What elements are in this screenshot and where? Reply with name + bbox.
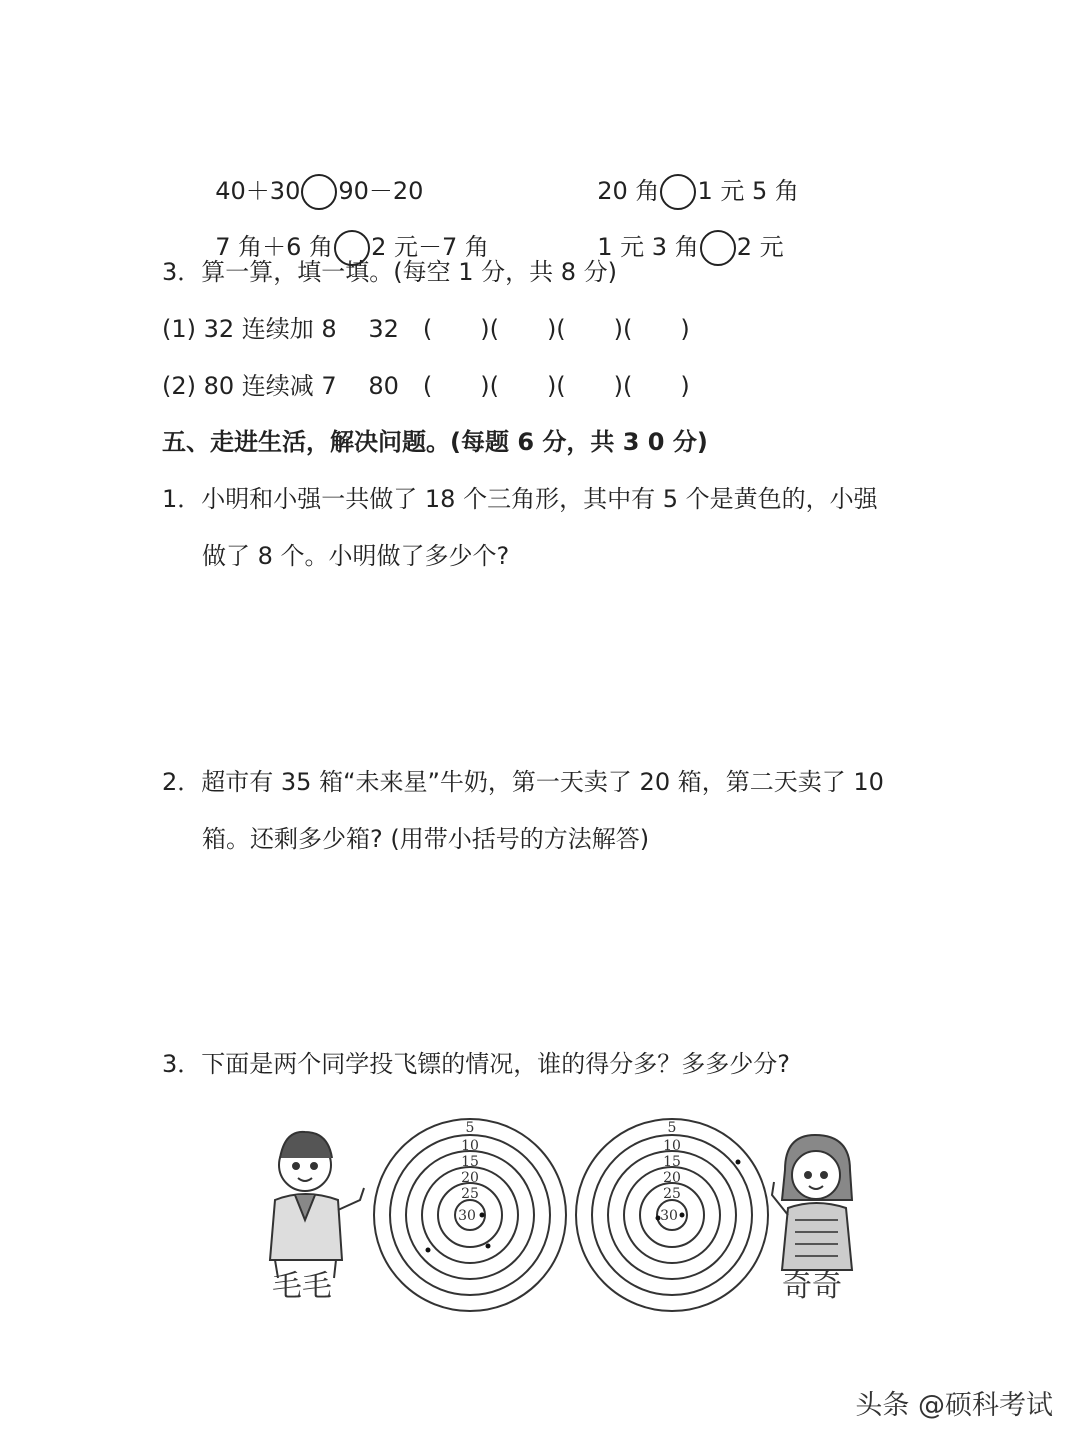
left-ring-label-5: 5 xyxy=(465,1120,475,1136)
left-name: 毛毛 xyxy=(272,1269,332,1304)
compare-blank[interactable] xyxy=(700,230,736,266)
left-ring-label-20: 20 xyxy=(461,1170,479,1186)
girl-illustration xyxy=(772,1135,852,1270)
expr-right: 2 元－7 角 xyxy=(371,233,489,261)
right-ring-label-5: 5 xyxy=(667,1120,677,1136)
expr-left: 7 角＋6 角 xyxy=(215,233,334,261)
prob2-line2: 箱。还剩多少箱? (用带小括号的方法解答) xyxy=(202,825,650,853)
q3-title: 3．算一算，填一填。(每空 1 分，共 8 分) xyxy=(162,258,618,286)
right-ring-label-25: 25 xyxy=(663,1186,681,1202)
right-ring-label-30: 30 xyxy=(660,1208,678,1224)
dartboard-figure xyxy=(260,1100,880,1315)
right-ring-label-20: 20 xyxy=(663,1170,681,1186)
left-ring-label-10: 10 xyxy=(461,1138,479,1154)
watermark: 头条 @硕科考试 xyxy=(855,1390,1053,1421)
right-ring-label-15: 15 xyxy=(663,1154,681,1170)
right-name: 奇奇 xyxy=(782,1269,842,1304)
left-ring-label-25: 25 xyxy=(461,1186,479,1202)
prob2-line1: 2．超市有 35 箱“未来星”牛奶，第一天卖了 20 箱，第二天卖了 10 xyxy=(162,768,884,796)
expr-right: 2 元 xyxy=(736,233,784,261)
expr-right: 1 元 5 角 xyxy=(697,177,799,205)
expr-left: 40＋30 xyxy=(215,177,301,205)
expr-right: 90－20 xyxy=(338,177,424,205)
boy-illustration xyxy=(270,1132,364,1278)
right-ring-label-10: 10 xyxy=(663,1138,681,1154)
left-ring-label-15: 15 xyxy=(461,1154,479,1170)
prob3-text: 3．下面是两个同学投飞镖的情况，谁的得分多？多多少分? xyxy=(162,1050,791,1078)
section5-title: 五、走进生活，解决问题。(每题 6 分，共 3 0 分) xyxy=(162,428,708,456)
expr-left: 20 角 xyxy=(597,177,660,205)
expr-left: 1 元 3 角 xyxy=(597,233,699,261)
prob1-line1: 1．小明和小强一共做了 18 个三角形，其中有 5 个是黄色的，小强 xyxy=(162,485,878,513)
q3-part2[interactable]: (2) 80 连续减 7 80 ( )( )( )( ) xyxy=(162,372,690,400)
prob1-line2: 做了 8 个。小明做了多少个? xyxy=(202,542,510,570)
q3-part1[interactable]: (1) 32 连续加 8 32 ( )( )( )( ) xyxy=(162,315,690,343)
left-ring-label-30: 30 xyxy=(458,1208,476,1224)
